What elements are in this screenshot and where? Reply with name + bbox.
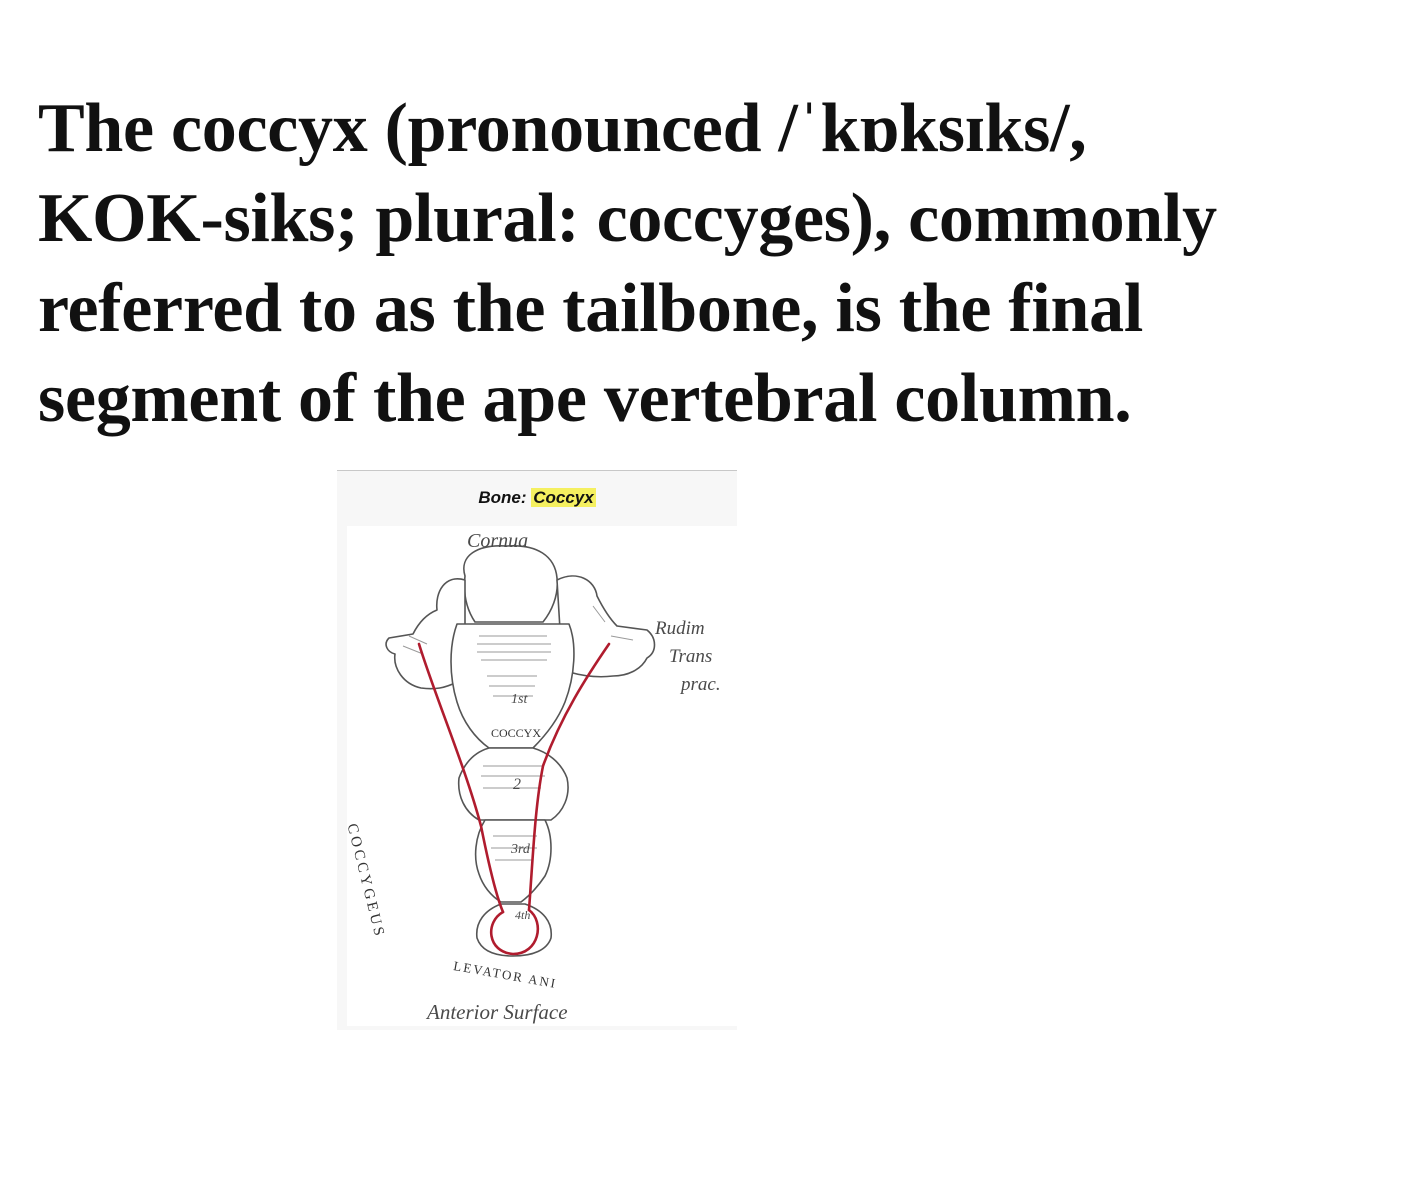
caption-prefix: Bone:	[478, 488, 532, 507]
label-anterior-surface: Anterior Surface	[427, 1000, 568, 1024]
heading-line-1: The coccyx (pronounced /ˈkɒksɪks/,	[38, 90, 1087, 167]
label-vertebra-3: 3rd	[511, 842, 530, 857]
heading-line-3: referred to as the tailbone, is the final	[38, 270, 1143, 347]
coccyx-illustration	[347, 526, 737, 1026]
cornua-shape	[464, 546, 557, 622]
label-rudim: Rudim	[655, 618, 705, 639]
coccyx-figure	[337, 470, 737, 1030]
illustration-panel	[343, 526, 737, 1026]
label-vertebra-2: 2	[513, 776, 521, 793]
figure-caption	[337, 488, 737, 508]
segment-3	[476, 820, 551, 902]
heading-line-2: KOK-siks; plural: coccyges), commonly	[38, 180, 1217, 257]
caption-highlight: Coccyx	[533, 488, 594, 507]
label-vertebra-1: 1st	[511, 692, 528, 707]
label-coccyx-inner: COCCYX	[491, 726, 542, 740]
segment-4	[477, 904, 552, 956]
label-trans: Trans	[669, 646, 713, 667]
heading-paragraph	[38, 84, 1398, 444]
label-cornua: Cornua	[467, 530, 529, 552]
label-coccygeus: COCCYGEUS	[343, 822, 388, 941]
label-proc: prac.	[681, 674, 721, 695]
label-vertebra-4: 4th	[515, 908, 531, 922]
figure-top-divider	[337, 470, 737, 471]
heading-line-4: segment of the ape vertebral column.	[38, 360, 1132, 437]
label-levator-ani: LEVATOR ANI	[452, 958, 559, 991]
